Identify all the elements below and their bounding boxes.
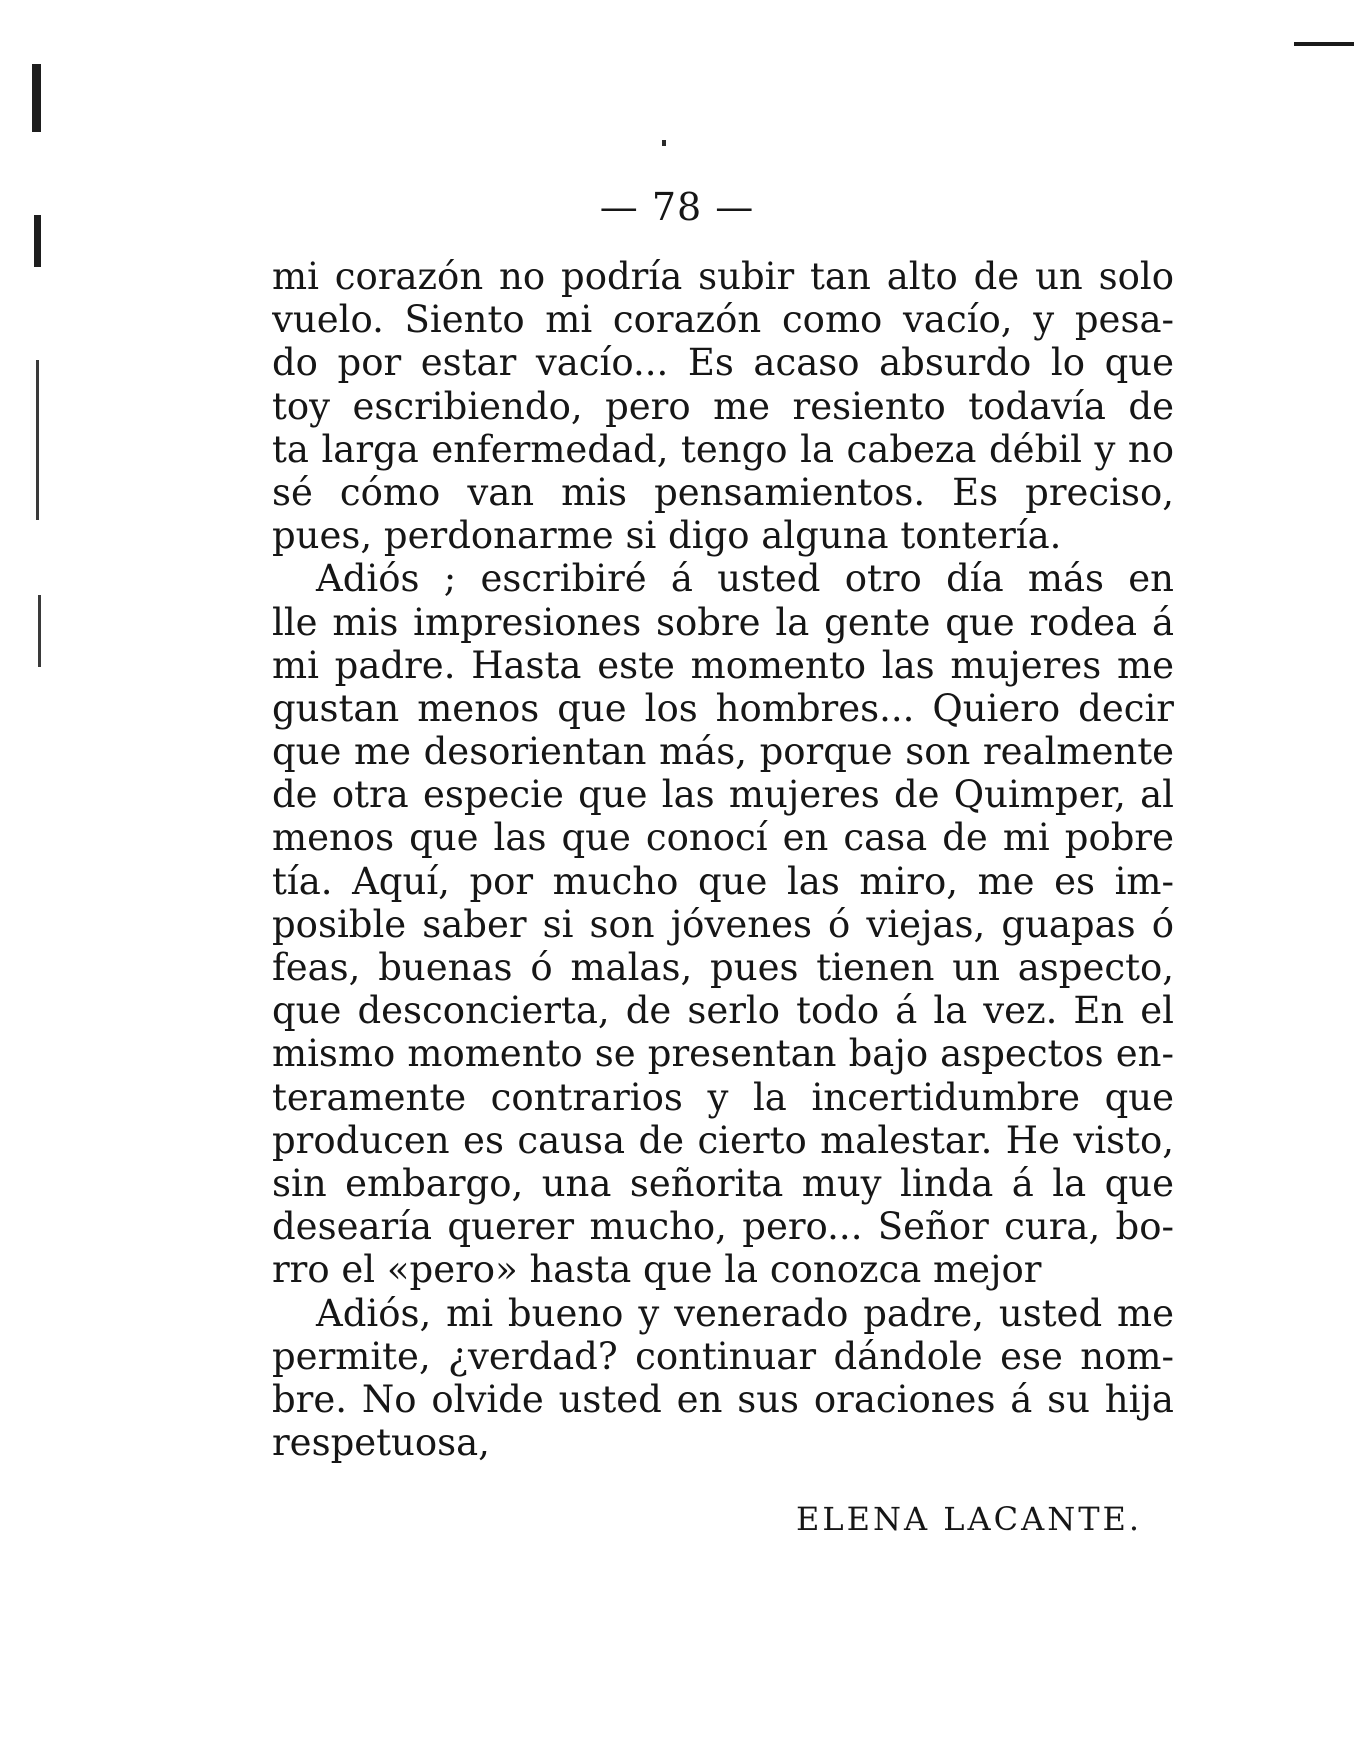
text-line-content: toy escribiendo, pero me resiento todavía de bbox=[272, 384, 1174, 428]
text-line-content: de otra especie que las mujeres de Quimper, al bbox=[272, 773, 1174, 817]
text-line bbox=[272, 557, 1174, 600]
text-line bbox=[272, 1335, 1174, 1378]
text-line-content: respetuosa, bbox=[272, 1421, 490, 1465]
scan-artifact bbox=[36, 360, 39, 520]
text-line bbox=[272, 1162, 1174, 1205]
text-line bbox=[272, 1205, 1174, 1248]
text-line-content: bre. No olvide usted en sus oraciones á su hija bbox=[272, 1377, 1174, 1421]
text-line bbox=[272, 428, 1174, 471]
text-line-content: menos que las que conocí en casa de mi pobre bbox=[272, 816, 1174, 860]
signature: ELENA LACANTE. bbox=[796, 1500, 1143, 1538]
text-line-content: sé cómo van mis pensamientos. Es preciso, bbox=[272, 470, 1174, 514]
text-line-content: desearía querer mucho, pero... Señor cura, bo- bbox=[272, 1205, 1174, 1249]
text-line-content: posible saber si son jóvenes ó viejas, guapas ó bbox=[272, 902, 1174, 946]
text-line bbox=[272, 1248, 1174, 1291]
text-line-content: gustan menos que los hombres... Quiero decir bbox=[272, 686, 1174, 730]
text-line-content: tía. Aquí, por mucho que las miro, me es im- bbox=[272, 859, 1174, 903]
text-line bbox=[272, 341, 1174, 384]
text-line-content: lle mis impresiones sobre la gente que rodea á bbox=[272, 600, 1174, 644]
text-line bbox=[272, 644, 1174, 687]
text-line bbox=[272, 471, 1174, 514]
scan-artifact bbox=[32, 64, 41, 132]
text-line bbox=[272, 946, 1174, 989]
text-line bbox=[272, 989, 1174, 1032]
scan-artifact bbox=[38, 595, 41, 667]
text-line bbox=[272, 860, 1174, 903]
text-line bbox=[272, 816, 1174, 859]
text-line-content: que me desorientan más, porque son realmente bbox=[272, 730, 1174, 774]
text-line-content: sin embargo, una señorita muy linda á la que bbox=[272, 1161, 1174, 1205]
text-line-content: pues, perdonarme si digo alguna tontería. bbox=[272, 514, 1062, 558]
text-line bbox=[272, 255, 1174, 298]
text-line-content: feas, buenas ó malas, pues tienen un aspecto, bbox=[272, 946, 1174, 989]
scan-edge-mark bbox=[1294, 42, 1354, 46]
text-line bbox=[272, 1292, 1174, 1335]
text-line bbox=[272, 601, 1174, 644]
text-line-content: producen es causa de cierto malestar. He visto, bbox=[272, 1118, 1174, 1162]
text-line-content: que desconcierta, de serlo todo á la vez. En el bbox=[272, 989, 1174, 1033]
text-line-content: rro el «pero» hasta que la conozca mejor bbox=[272, 1248, 1042, 1292]
text-line bbox=[272, 1032, 1174, 1075]
text-line bbox=[272, 687, 1174, 730]
text-line bbox=[272, 1076, 1174, 1119]
text-line-content: vuelo. Siento mi corazón como vacío, y pesa- bbox=[272, 298, 1174, 342]
text-line-content: do por estar vacío... Es acaso absurdo lo que bbox=[272, 341, 1174, 385]
page-number: — 78 — bbox=[599, 185, 755, 229]
body-text bbox=[272, 255, 1174, 1464]
text-line bbox=[272, 385, 1174, 428]
text-line bbox=[272, 730, 1174, 773]
text-line-content: teramente contrarios y la incertidumbre que bbox=[272, 1075, 1174, 1119]
text-line-content: mi corazón no podría subir tan alto de un solo bbox=[272, 255, 1174, 298]
text-line-content: mismo momento se presentan bajo aspectos en- bbox=[272, 1032, 1174, 1076]
scan-speck bbox=[662, 140, 666, 146]
text-line bbox=[272, 1378, 1174, 1421]
text-line-content: ta larga enfermedad, tengo la cabeza débil y no bbox=[272, 427, 1174, 471]
text-line bbox=[272, 298, 1174, 341]
text-line-content: permite, ¿verdad? continuar dándole ese nom- bbox=[272, 1334, 1174, 1378]
text-line-content: mi padre. Hasta este momento las mujeres me bbox=[272, 643, 1174, 687]
text-line-content: Adiós, mi bueno y venerado padre, usted me bbox=[316, 1291, 1174, 1335]
text-line bbox=[272, 1119, 1174, 1162]
text-line-content: Adiós ; escribiré á usted otro día más en bbox=[316, 557, 1174, 601]
text-line bbox=[272, 514, 1174, 557]
text-line bbox=[272, 773, 1174, 816]
text-line bbox=[272, 903, 1174, 946]
text-line bbox=[272, 1421, 1174, 1464]
